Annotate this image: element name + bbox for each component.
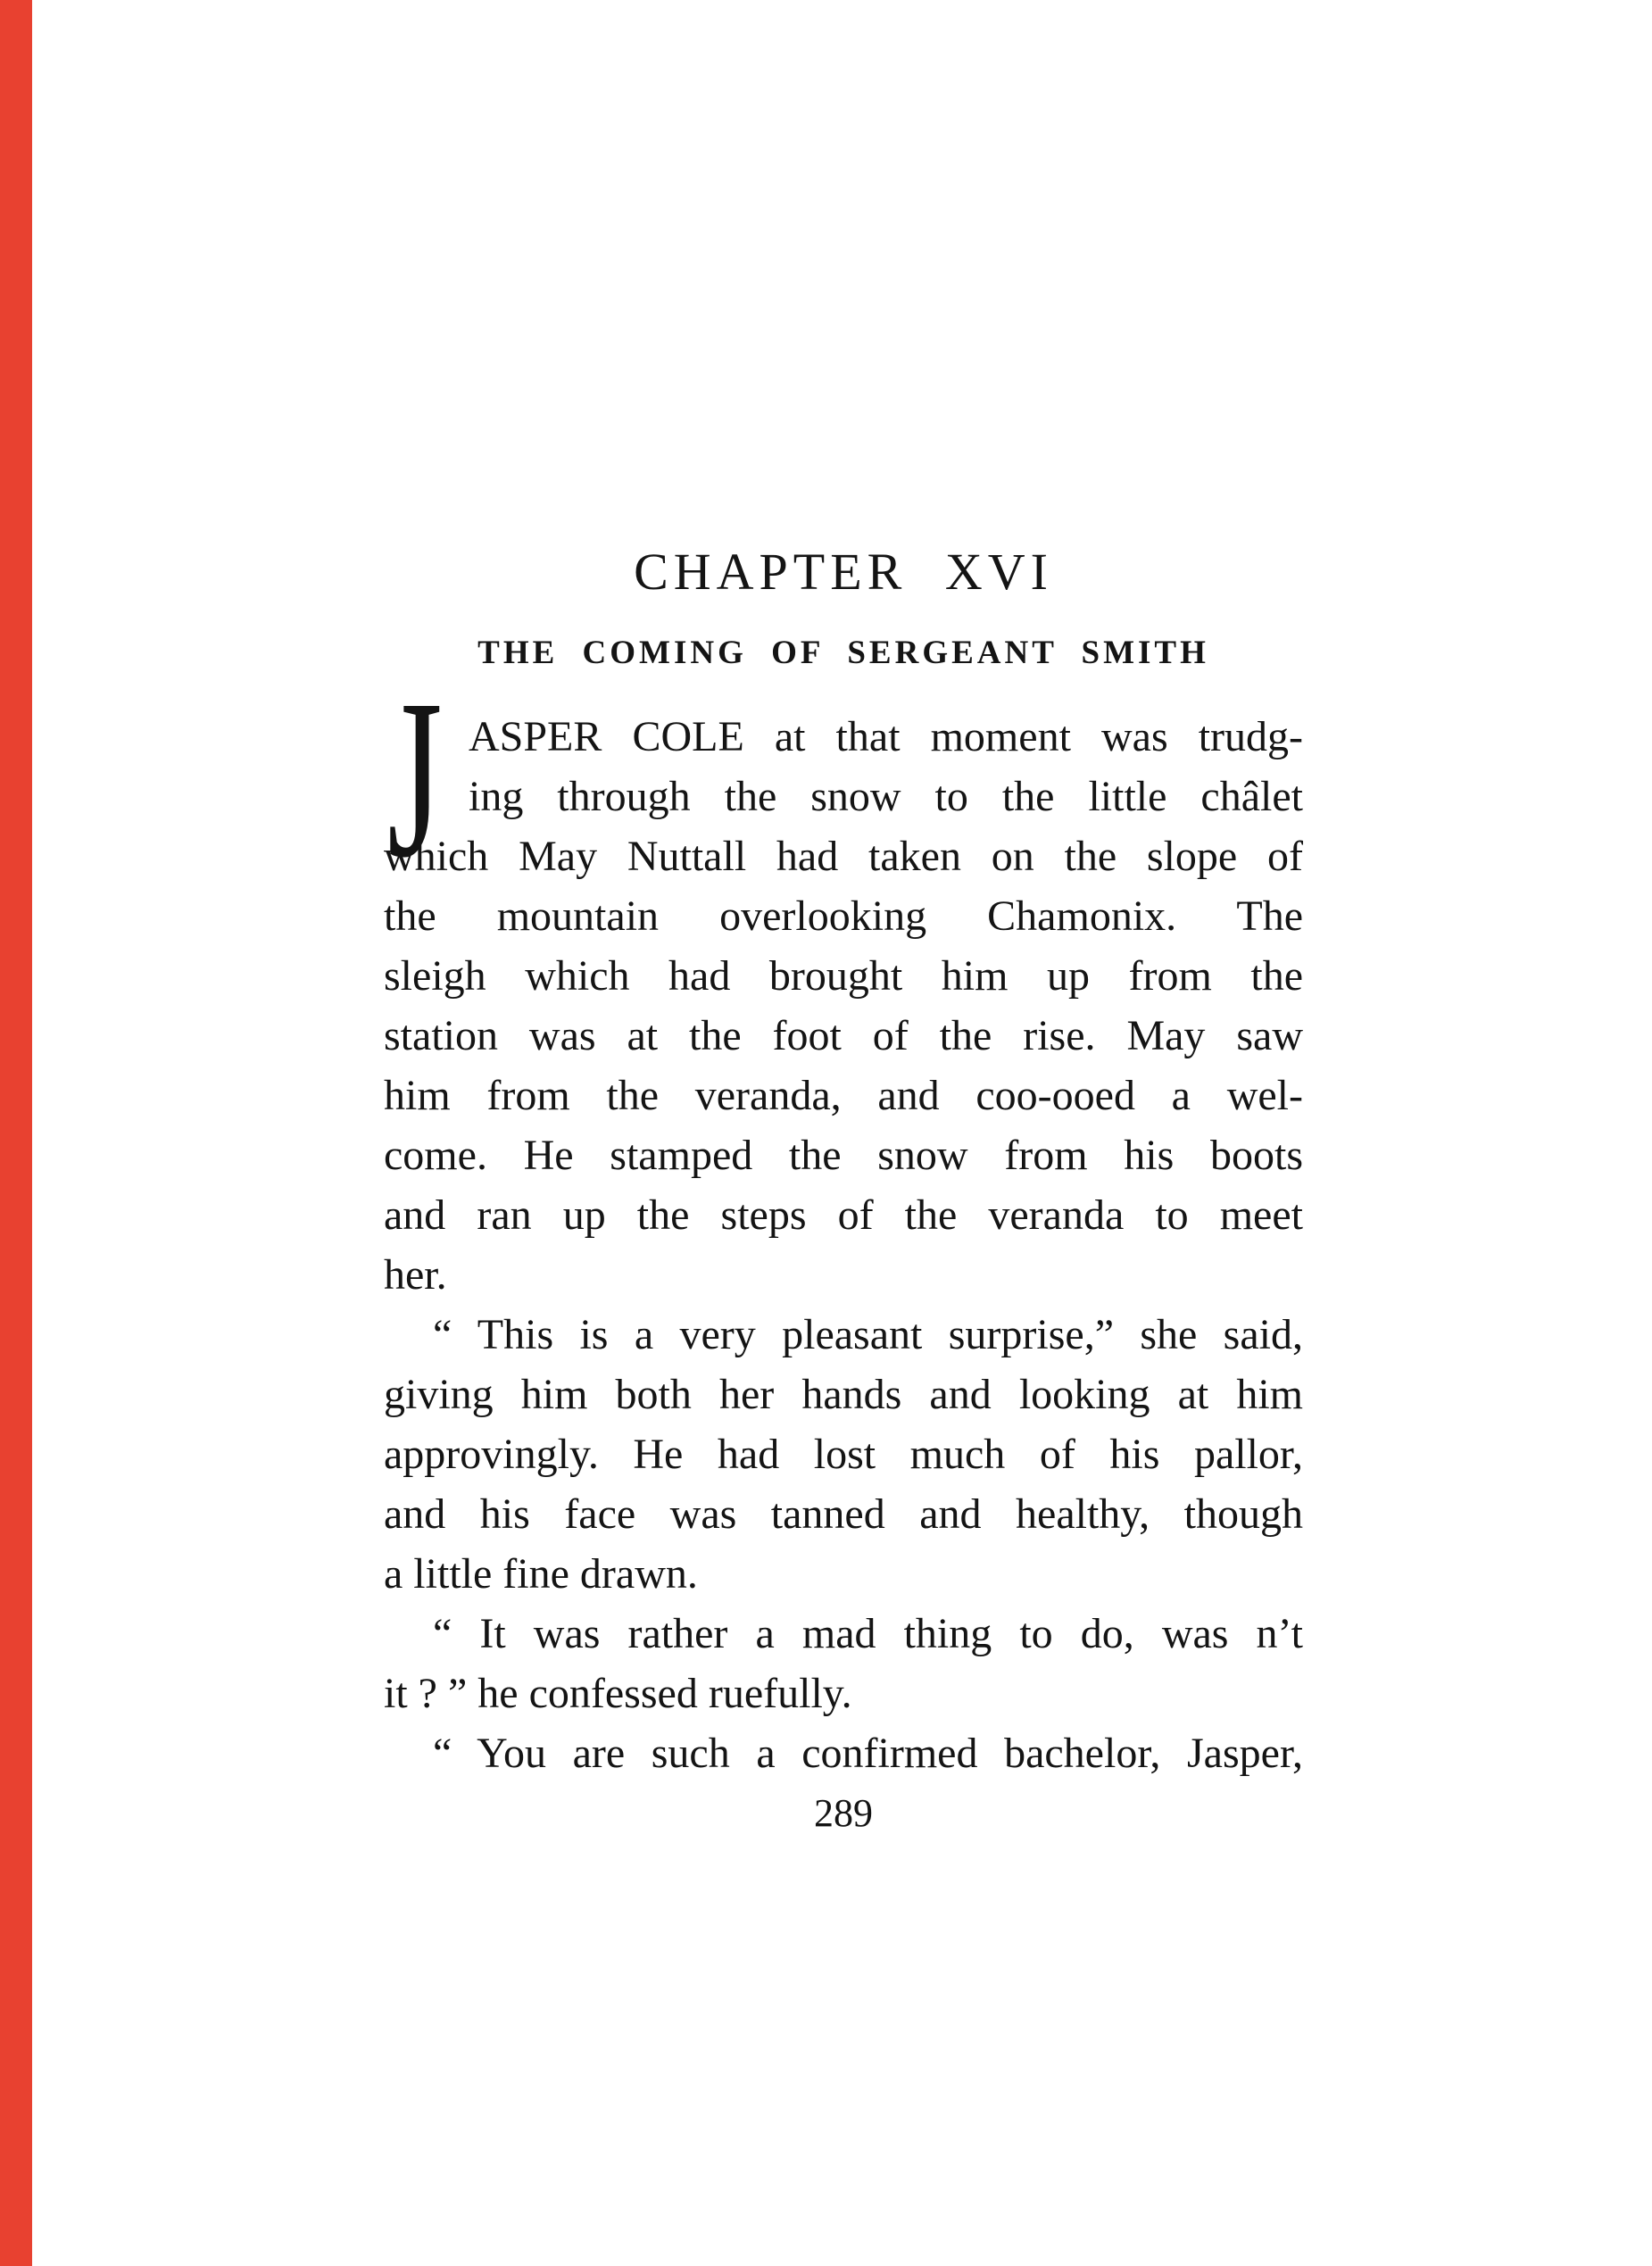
body-line-16: “ It was rather a mad thing to do, was n’t [433, 1610, 1303, 1657]
body-line-13: approvingly. He had lost much of his pallor, [384, 1431, 1303, 1478]
chapter-subtitle: THE COMING OF SERGEANT SMITH [477, 635, 1209, 671]
page-number: 289 [814, 1791, 873, 1835]
body-line-10: her. [384, 1251, 447, 1299]
body-line-17: it ? ” he confessed ruefully. [384, 1670, 852, 1717]
body-line-5: sleigh which had brought him up from the [384, 952, 1303, 1000]
body-line-14: and his face was tanned and healthy, though [384, 1490, 1303, 1538]
chapter-title: CHAPTER XVI [634, 543, 1053, 601]
body-line-1: ASPER COLE at that moment was trudg- [469, 713, 1303, 760]
body-line-2: ing through the snow to the little châlet [469, 773, 1303, 820]
body-line-18: “ You are such a confirmed bachelor, Jasper, [433, 1730, 1303, 1777]
body-line-12: giving him both her hands and looking at him [384, 1371, 1303, 1418]
body-line-9: and ran up the steps of the veranda to meet [384, 1191, 1303, 1239]
left-edge-red-bar [0, 0, 32, 2266]
body-line-3: which May Nuttall had taken on the slope of [384, 833, 1303, 880]
body-line-15: a little fine drawn. [384, 1550, 698, 1598]
body-line-11: “ This is a very pleasant surprise,” she said, [433, 1311, 1303, 1358]
body-line-6: station was at the foot of the rise. May saw [384, 1012, 1303, 1059]
body-line-8: come. He stamped the snow from his boots [384, 1132, 1303, 1179]
text-column [384, 543, 1303, 1843]
body-line-7: him from the veranda, and coo-ooed a wel- [384, 1072, 1303, 1119]
body-line-4: the mountain overlooking Chamonix. The [384, 892, 1303, 940]
drop-cap-letter: J [387, 653, 443, 905]
body-lines [384, 707, 1303, 1783]
